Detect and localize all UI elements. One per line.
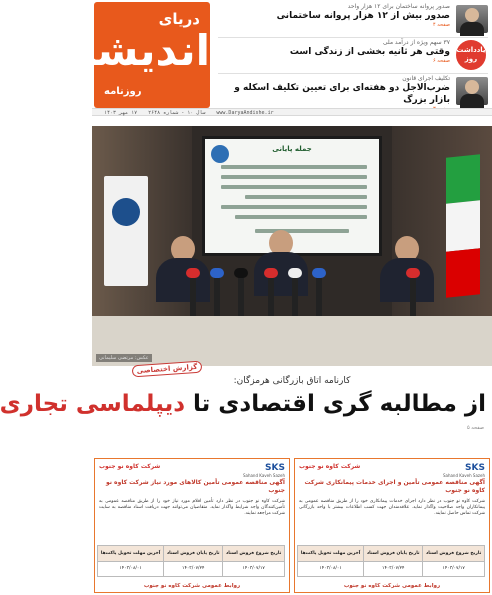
- main-photo[interactable]: [92, 126, 492, 366]
- microphone-icon: [410, 274, 416, 316]
- table-cell: ۱۴۰۳/۰۸/۰۱: [98, 561, 164, 577]
- ad-company-name: شرکت کاوه نو جنوب: [99, 463, 161, 470]
- logo-top-word: دریای: [158, 10, 200, 28]
- ad-body: شرکت کاوه نو جنوب در نظر دارد تأمین اقلام مورد نیاز خود را از طریق مناقصه عمومی به تأمین‌کنندگان واجد شرایط واگذار نماید. متقاضیان می‌توانند جهت دریافت اسناد مناقصه به سایت شرکت مراجعه نمایند.: [99, 499, 285, 516]
- masthead: [71, 0, 492, 116]
- headline-kicker: ۳۷ سهم ویژه از درآمد ملی: [382, 39, 450, 46]
- iran-flag-icon: [446, 154, 480, 298]
- story-page-ref: صفحه ۵: [467, 425, 484, 431]
- story-kicker: کارنامه اتاق بازرگانی هرمزگان:: [233, 376, 351, 386]
- person-photo-icon: [456, 77, 488, 105]
- headline-item[interactable]: [214, 2, 492, 36]
- sks-logo-icon: SKS: [265, 463, 285, 473]
- speaker-center: [252, 230, 310, 296]
- editorial-badge: یادداشت روز: [456, 40, 486, 70]
- headline-part-1: از مطالبه گری اقتصادی تا: [193, 391, 486, 417]
- headline-kicker: تکلیف اجرای قانون: [402, 75, 450, 82]
- table-header: تاریخ پایان فروش اسناد: [164, 546, 223, 562]
- headline-title: ضرب‌الاجل دو هفته‌ای برای تعیین تکلیف اسکله و بازار بزرگ: [234, 83, 450, 105]
- microphone-icon: [292, 274, 298, 316]
- table-header: تاریخ پایان فروش اسناد: [364, 546, 423, 562]
- screen-title: جمله پایانی: [272, 145, 312, 153]
- issue-info-bar: [92, 108, 492, 116]
- top-headlines: [214, 2, 492, 106]
- table-cell: ۱۴۰۳/۰۸/۰۱: [298, 561, 364, 577]
- photo-caption: عکس: مرتضی سلیمانی: [96, 354, 152, 362]
- conference-table: [92, 316, 492, 366]
- logo-main-word: اندیشه: [71, 26, 210, 75]
- issue-number: سال ۱۰ - شماره ۲۶۴۸: [148, 110, 206, 116]
- headline-title: وقتی هر ثانیه بخشی از زندگی است: [289, 47, 450, 57]
- person-photo-icon: [456, 5, 488, 33]
- website-url[interactable]: www.DaryaAndishe.ir: [216, 110, 274, 116]
- microphone-icon: [214, 274, 220, 316]
- speaker-left: [154, 236, 212, 302]
- headline-item[interactable]: [214, 38, 492, 72]
- headline-page: صفحه ۴: [433, 22, 450, 28]
- microphone-icon: [190, 274, 196, 316]
- table-cell: ۱۴۰۳/۰۷/۲۴: [164, 561, 223, 577]
- sks-logo-subtitle: Sahand Kaveh Sazeh: [242, 473, 285, 478]
- microphone-icon: [316, 274, 322, 316]
- logo-sub-word: روزنامه: [104, 86, 142, 97]
- ad-schedule-table: [297, 545, 485, 577]
- sks-logo-subtitle: Sahand Kaveh Sazeh: [442, 473, 485, 478]
- tender-ad[interactable]: [294, 458, 490, 593]
- emblem-banner-icon: [104, 176, 148, 286]
- ad-footer: روابط عمومی شرکت کاوه نو جنوب: [143, 583, 241, 589]
- headline-page: صفحه ۶: [433, 58, 450, 64]
- ad-footer: روابط عمومی شرکت کاوه نو جنوب: [343, 583, 441, 589]
- ad-body: شرکت کاوه نو جنوب در نظر دارد اجرای خدمات پیمانکاری خود را از طریق مناقصه عمومی به پیمانکاران واجد صلاحیت واگذار نماید. علاقه‌مندان جهت کسب اطلاعات بیشتر با واحد بازرگانی شرکت تماس حاصل نمایند.: [299, 499, 485, 516]
- microphone-icon: [268, 274, 274, 316]
- table-cell: ۱۴۰۳/۰۷/۲۴: [364, 561, 423, 577]
- table-header: آخرین مهلت تحویل پاکت‌ها: [98, 546, 164, 562]
- headline-kicker: صدور پروانه ساختمان برای ۱۲ هزار واحد: [347, 3, 450, 10]
- issue-date: ۱۷ مهر ۱۴۰۳: [104, 110, 138, 116]
- sks-logo-icon: SKS: [465, 463, 485, 473]
- table-cell: ۱۴۰۳/۰۷/۱۷: [223, 561, 285, 577]
- headline-item[interactable]: [214, 74, 492, 108]
- exclusive-report-badge: گزارش اختصاصی: [132, 361, 203, 378]
- tender-ad[interactable]: [94, 458, 290, 593]
- microphone-icon: [238, 274, 244, 316]
- ad-company-name: شرکت کاوه نو جنوب: [299, 463, 361, 470]
- table-header: تاریخ شروع فروش اسناد: [423, 546, 485, 562]
- ad-schedule-table: [97, 545, 285, 577]
- main-headline[interactable]: [0, 391, 486, 417]
- newspaper-logo[interactable]: [71, 2, 210, 108]
- headline-title: صدور بیش از ۱۲ هزار پروانه ساختمانی: [276, 11, 450, 21]
- table-header: آخرین مهلت تحویل پاکت‌ها: [298, 546, 364, 562]
- table-header: تاریخ شروع فروش اسناد: [223, 546, 285, 562]
- ad-title: آگهی مناقصه عمومی تأمین و اجرای خدمات پیمانکاری شرکت کاوه نو جنوب: [304, 479, 485, 494]
- ad-title: آگهی مناقصه عمومی تأمین کالاهای مورد نیاز شرکت کاوه نو جنوب: [105, 479, 285, 494]
- headline-part-2: دیپلماسی تجاری: [0, 391, 186, 417]
- table-cell: ۱۴۰۳/۰۷/۱۷: [423, 561, 485, 577]
